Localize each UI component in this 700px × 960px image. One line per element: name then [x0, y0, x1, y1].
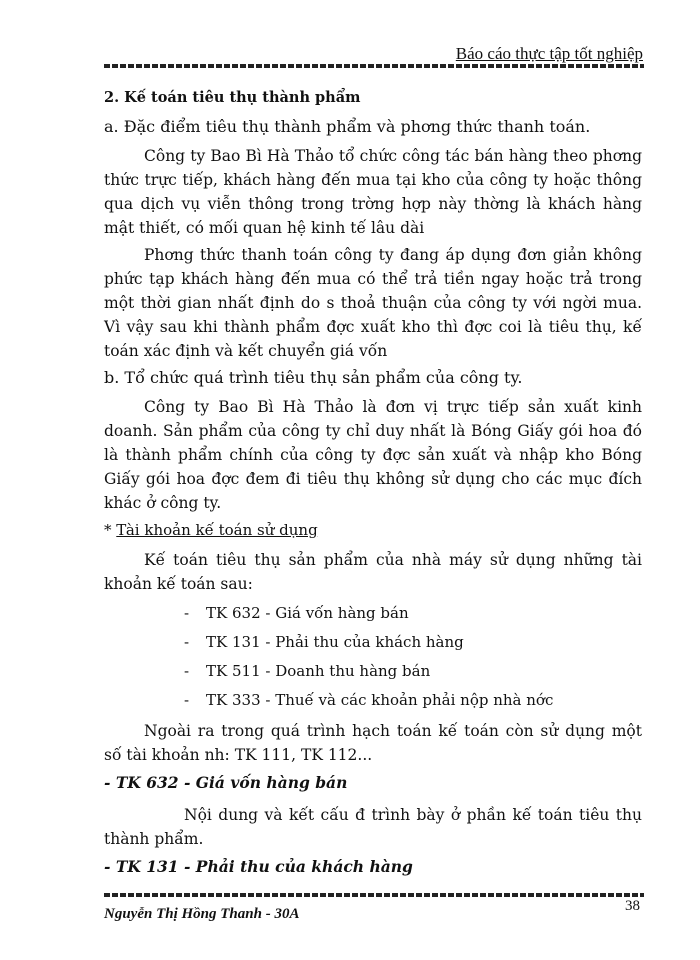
tk131-heading: - TK 131 - Phải thu của khách hàng [104, 857, 413, 876]
paragraph-payment-method: Phơng thức thanh toán công ty đang áp dụng đơn giản không phức tạp khách hàng đến mua có thể trả tiền ngay hoặc trả trong một thời gian nhất định do s thoả thuận của công ty với ngời mua. Vì vậy sau khi thành phẩm đợc xuất kho thì đợc coi là tiêu thụ, kế toán xác định và kết chuyển giá vốn [104, 246, 642, 360]
paragraph-sales-process: Công ty Bao Bì Hà Thảo là đơn vị trực tiếp sản xuất kinh doanh. Sản phẩm của công ty chỉ duy nhất là Bóng Giấy gói hoa đó là thành phẩm chính của công ty đợc sản xuất và nhập kho Bóng Giấy gói hoa đợc đem đi tiêu thụ không sử dụng cho các mục đích khác ở công ty. [104, 398, 642, 512]
accounts-heading [104, 518, 642, 542]
list-item: - TK 511 - Doanh thu hàng bán [184, 657, 642, 686]
section-heading: 2. Kế toán tiêu thụ thành phẩm [104, 89, 361, 106]
list-item: - TK 632 - Giá vốn hàng bán [184, 599, 642, 628]
paragraph-sales-method: Công ty Bao Bì Hà Thảo tổ chức công tác bán hàng theo phơng thức trực tiếp, khách hàng đến mua tại kho của công ty hoặc thông qua dịch vụ viễn thông trong trờng hợp này thờng là khách hàng mật thiết, có mối quan hệ kinh tế lâu dài [104, 147, 642, 237]
list-item: - TK 333 - Thuế và các khoản phải nộp nhà nớc [184, 686, 642, 715]
list-item: - TK 131 - Phải thu của khách hàng [184, 628, 642, 657]
list-bullet: - [184, 633, 190, 651]
header-dashed-rule [104, 64, 644, 68]
accounts-heading-star: * [104, 521, 112, 539]
tk632-heading: - TK 632 - Giá vốn hàng bán [104, 773, 348, 792]
list-bullet: - [184, 691, 190, 709]
list-bullet: - [184, 662, 190, 680]
page-number: 38 [625, 898, 640, 914]
paragraph-accounts-intro: Kế toán tiêu thụ sản phẩm của nhà máy sử dụng những tài khoản kế toán sau: [104, 551, 642, 593]
footer-author: Nguyễn Thị Hồng Thanh - 30A [104, 906, 300, 922]
list-bullet: - [184, 604, 190, 622]
subsection-b-heading: b. Tổ chức quá trình tiêu thụ sản phẩm của công ty. [104, 368, 523, 387]
page-header-title: Báo cáo thực tập tốt nghiệp [455, 44, 643, 63]
subsection-a-heading: a. Đặc điểm tiêu thụ thành phẩm và phơng thức thanh toán. [104, 117, 591, 136]
paragraph-tk632: Nội dung và kết cấu đ trình bày ở phần kế toán tiêu thụ thành phẩm. [104, 806, 642, 848]
document-body [104, 86, 642, 887]
paragraph-other-accounts: Ngoài ra trong quá trình hạch toán kế toán còn sử dụng một số tài khoản nh: TK 111, TK 112... [104, 722, 642, 764]
accounts-list [104, 599, 642, 715]
footer-dashed-rule [104, 893, 644, 897]
accounts-heading-text: Tài khoản kế toán sử dụng [116, 521, 318, 539]
